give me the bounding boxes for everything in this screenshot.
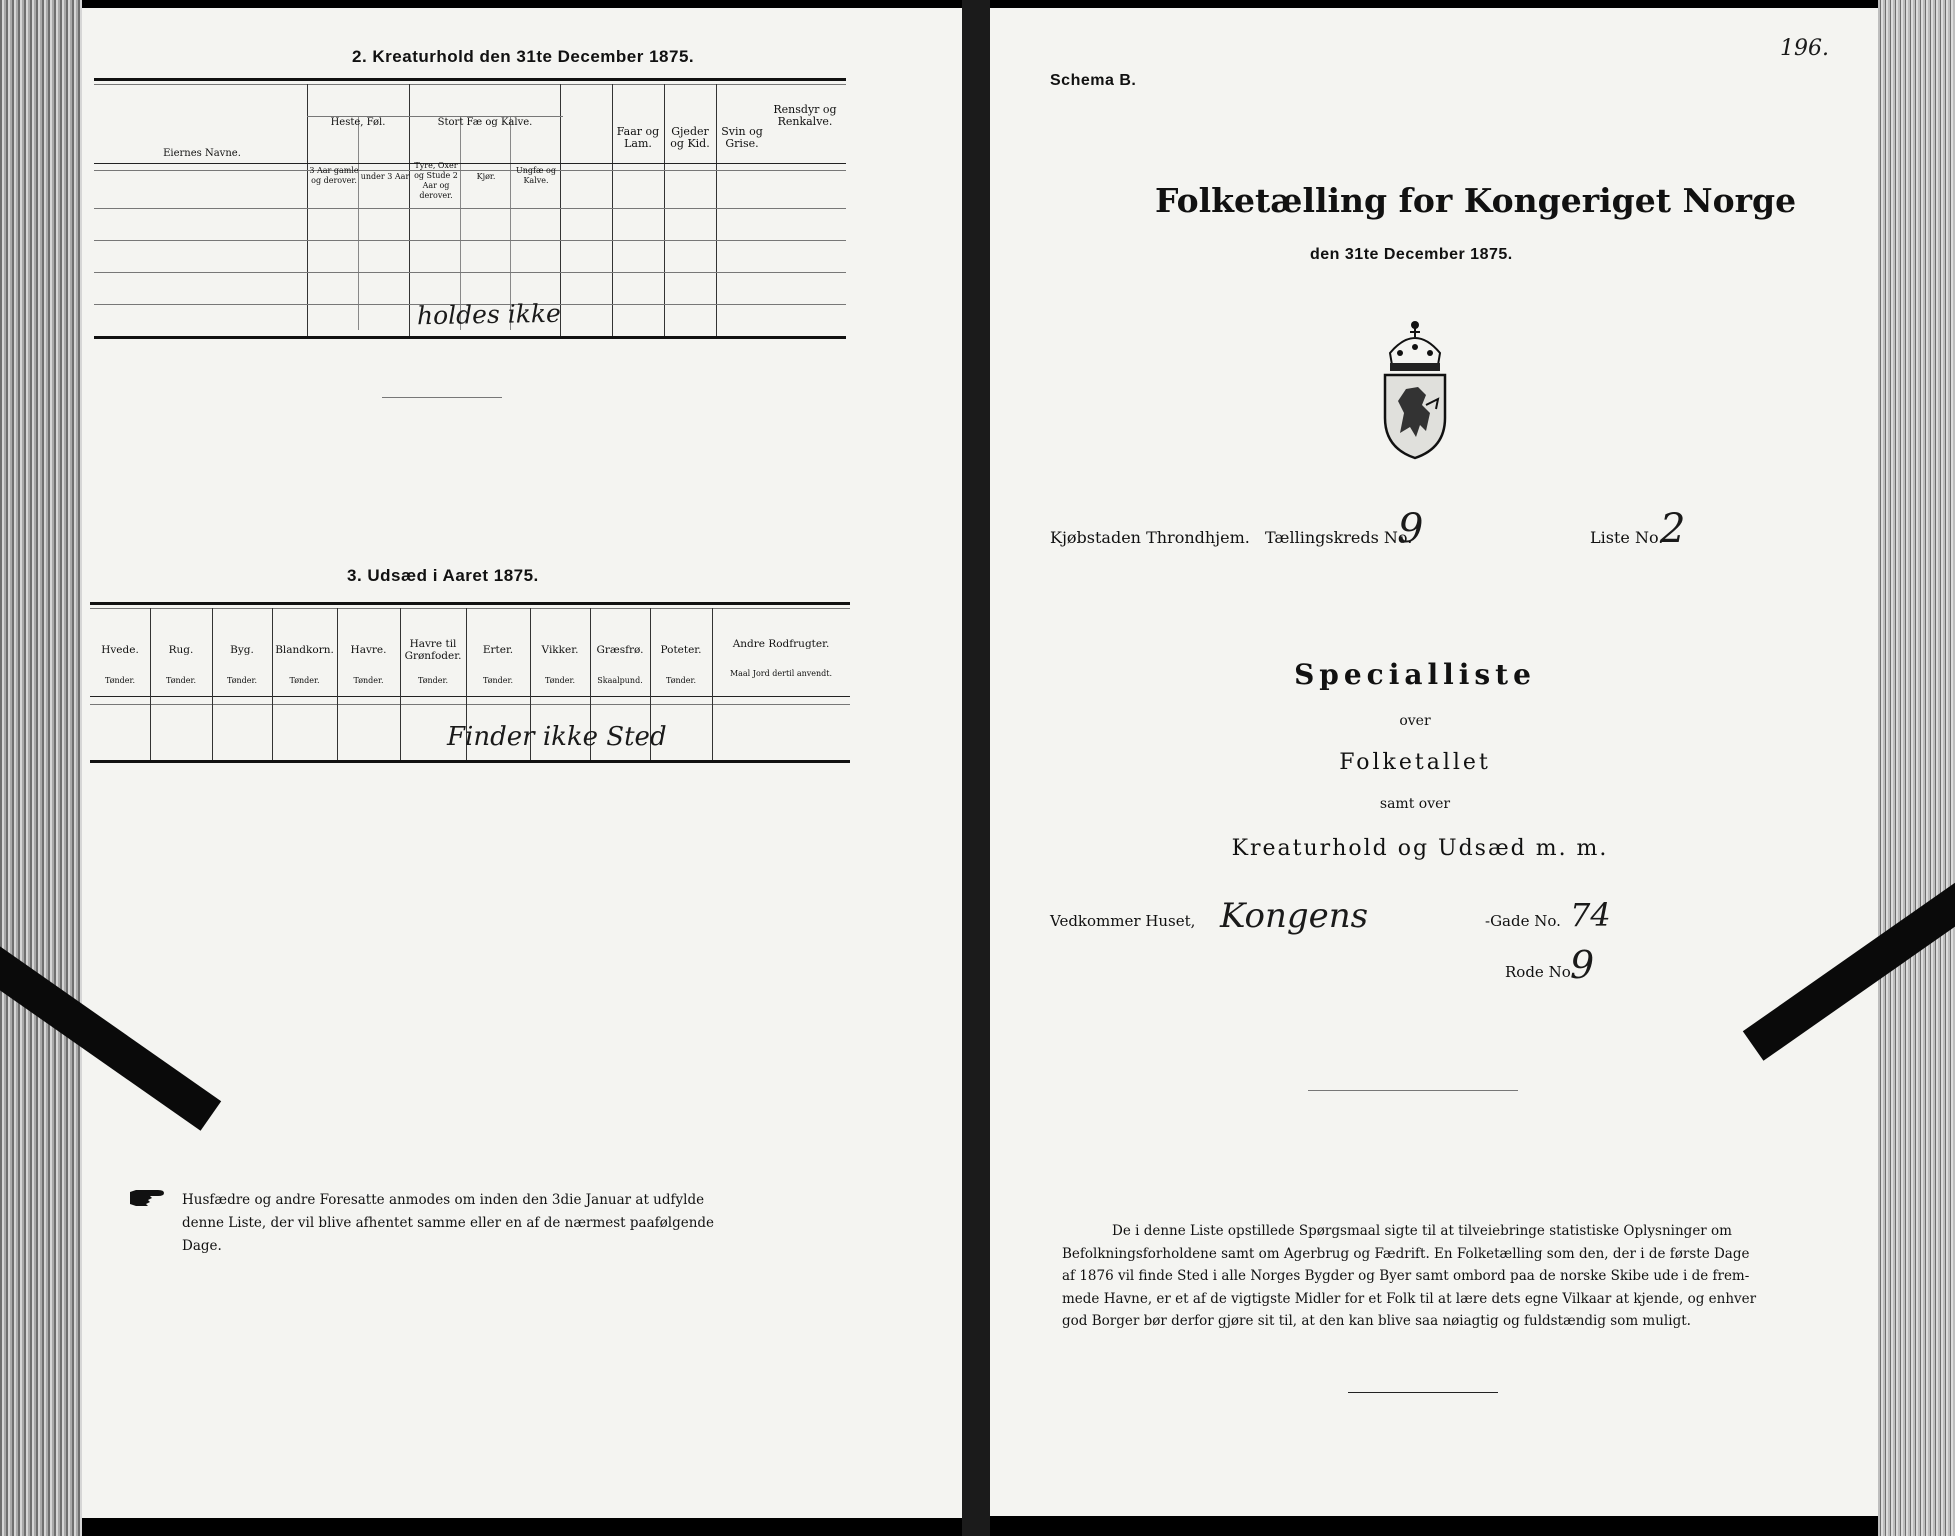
pointing-hand-icon	[128, 1186, 170, 1210]
t2-handwritten-note: holdes ikke	[416, 298, 562, 331]
t3-header-rule	[90, 696, 850, 697]
table2-top-rule-inner	[94, 84, 846, 85]
t3-col-unit: Tønder.	[104, 676, 136, 685]
info-line: mede Havne, er et af de vigtigste Midler for et Folk til at lære dets egne Vilkaar at kjende, og enhver	[1062, 1290, 1757, 1307]
t3-col-unit: Tønder.	[165, 676, 197, 685]
t3-col-divider	[272, 608, 273, 760]
t2-header-owner: Eiernes Navne.	[163, 148, 241, 159]
t2-header-fae: Stort Fæ og Kalve.	[437, 117, 533, 128]
t2-header-fae-kjer: Kjør.	[476, 172, 496, 181]
gade-number: 74	[1570, 896, 1611, 934]
t2-header-heste: Heste, Føl.	[330, 117, 386, 128]
t3-col-label: Hvede.	[101, 644, 139, 656]
info-line: god Borger bør derfor gjøre sit til, at den kan blive saa nøiagtig og fuldstændig som muligt.	[1062, 1313, 1691, 1329]
t3-handwritten-note: Finder ikke Sted	[447, 722, 667, 752]
list-label: Liste No.	[1590, 528, 1664, 547]
notice-line-1	[182, 1189, 742, 1258]
t2-row-rule	[94, 170, 846, 171]
t3-top-rule	[90, 602, 850, 605]
section2-title: 2. Kreaturhold den 31te December 1875.	[352, 47, 695, 66]
t3-col-label: Havre til Grønfoder.	[404, 638, 462, 662]
t3-col-unit: Tønder.	[665, 676, 697, 685]
t2-row-rule	[94, 240, 846, 241]
t3-col-divider	[400, 608, 401, 760]
left-page	[82, 8, 962, 1518]
t3-col-label: Blandkorn.	[275, 644, 334, 656]
t3-col-unit: Skaalpund.	[597, 676, 643, 685]
left-page-edges	[0, 0, 82, 1536]
t3-col-label: Erter.	[482, 644, 514, 656]
section3-title: 3. Udsæd i Aaret 1875.	[347, 566, 539, 585]
t2-header-rensdyr: Rensdyr og Renkalve.	[773, 103, 837, 128]
coat-of-arms-icon	[1370, 313, 1460, 463]
t3-col-label: Poteter.	[660, 644, 702, 656]
t2-col-divider	[664, 84, 665, 338]
t3-col-label: Havre.	[350, 644, 387, 656]
t3-col-unit: Tønder.	[544, 676, 576, 685]
schema-label: Schema B.	[1050, 72, 1137, 89]
kreaturhold-text: Kreaturhold og Udsæd m. m.	[1231, 836, 1609, 861]
t2-row-rule	[94, 272, 846, 273]
t2-header-gjeder: Gjeder og Kid.	[670, 125, 710, 150]
notice-text: Husfædre og andre Foresatte anmodes om inden den 3die Januar at udfylde denne Liste, der vil blive afhentet samme eller en af de nærmest paafølgende Dage.	[182, 1192, 715, 1254]
main-title: Folketælling for Kongeriget Norge	[1155, 181, 1797, 220]
city-label: Kjøbstaden Throndhjem.	[1050, 528, 1250, 547]
t3-top-rule-inner	[90, 608, 850, 609]
table2-top-rule	[94, 78, 846, 81]
t2-header-fae-oxer: Tyre, Oxer og Stude 2 Aar og derover.	[414, 161, 458, 200]
special-list-title: Specialliste	[1294, 658, 1536, 691]
t2-header-faar: Faar og Lam.	[616, 125, 660, 150]
over-text: over	[1399, 713, 1431, 729]
gade-label: -Gade No.	[1485, 912, 1561, 930]
t3-col-unit: Tønder.	[353, 676, 384, 685]
t2-header-heste-young: under 3 Aar	[360, 172, 410, 181]
book-spine	[962, 0, 990, 1536]
right-page	[990, 8, 1878, 1516]
t2-bottom-rule	[94, 336, 846, 339]
t3-col-label: Byg.	[230, 644, 254, 656]
t3-col-label: Rug.	[168, 644, 194, 656]
list-number: 2	[1660, 506, 1686, 552]
t3-header-rule-inner	[90, 704, 850, 705]
t2-header-svin: Svin og Grise.	[721, 125, 763, 150]
house-label: Vedkommer Huset,	[1050, 912, 1196, 930]
t2-header-heste-old: 3 Aar gamle og derover.	[309, 166, 359, 185]
street-handwritten: Kongens	[1220, 896, 1369, 936]
t3-col-unit: Tønder.	[417, 676, 449, 685]
page-number: 196.	[1780, 36, 1829, 61]
t3-col-divider	[150, 608, 151, 760]
t3-col-label: Græsfrø.	[596, 644, 644, 656]
district-number: 9	[1398, 506, 1424, 552]
t2-col-divider	[460, 116, 461, 330]
t3-col-label: Vikker.	[541, 644, 579, 656]
separator-rule	[382, 397, 502, 398]
main-subtitle: den 31te December 1875.	[1310, 246, 1513, 263]
t3-col-label: Andre Rodfrugter.	[732, 638, 830, 650]
info-line: af 1876 vil finde Sted i alle Norges Bygder og Byer samt ombord paa de norske Skibe ude i de frem-	[1062, 1268, 1750, 1284]
separator-rule	[1308, 1090, 1518, 1091]
t2-col-divider	[358, 116, 359, 330]
info-line: De i denne Liste opstillede Spørgsmaal sigte til at tilveiebringe statistiske Oplysninger om	[1112, 1223, 1732, 1239]
t3-col-unit: Maal Jord dertil anvendt.	[729, 669, 833, 678]
t3-col-unit: Tønder.	[226, 676, 258, 685]
t2-col-divider	[612, 84, 613, 338]
t3-col-divider	[212, 608, 213, 760]
t2-row-rule	[94, 208, 846, 209]
t3-col-divider	[712, 608, 713, 760]
right-page-edges	[1878, 0, 1955, 1536]
t2-col-divider	[716, 84, 717, 338]
t3-col-unit: Tønder.	[289, 676, 320, 685]
t2-col-divider	[510, 116, 511, 330]
info-line: Befolkningsforholdene samt om Agerbrug og Fædrift. En Folketælling som den, der i de første Dage	[1062, 1245, 1750, 1262]
samt-over-text: samt over	[1379, 796, 1451, 812]
folketallet-text: Folketallet	[1339, 750, 1491, 775]
district-label: Tællingskreds No.	[1265, 528, 1413, 547]
rode-number: 9	[1570, 943, 1595, 987]
t3-col-unit: Tønder.	[482, 676, 514, 685]
info-paragraph	[1062, 1220, 1812, 1333]
t3-col-divider	[337, 608, 338, 760]
rode-label: Rode No.	[1505, 963, 1576, 981]
t2-header-bottom-rule	[94, 163, 846, 164]
t3-bottom-rule	[90, 760, 850, 763]
closing-rule	[1348, 1392, 1498, 1393]
t2-header-fae-ungfae: Ungfæ og Kalve.	[516, 166, 556, 185]
